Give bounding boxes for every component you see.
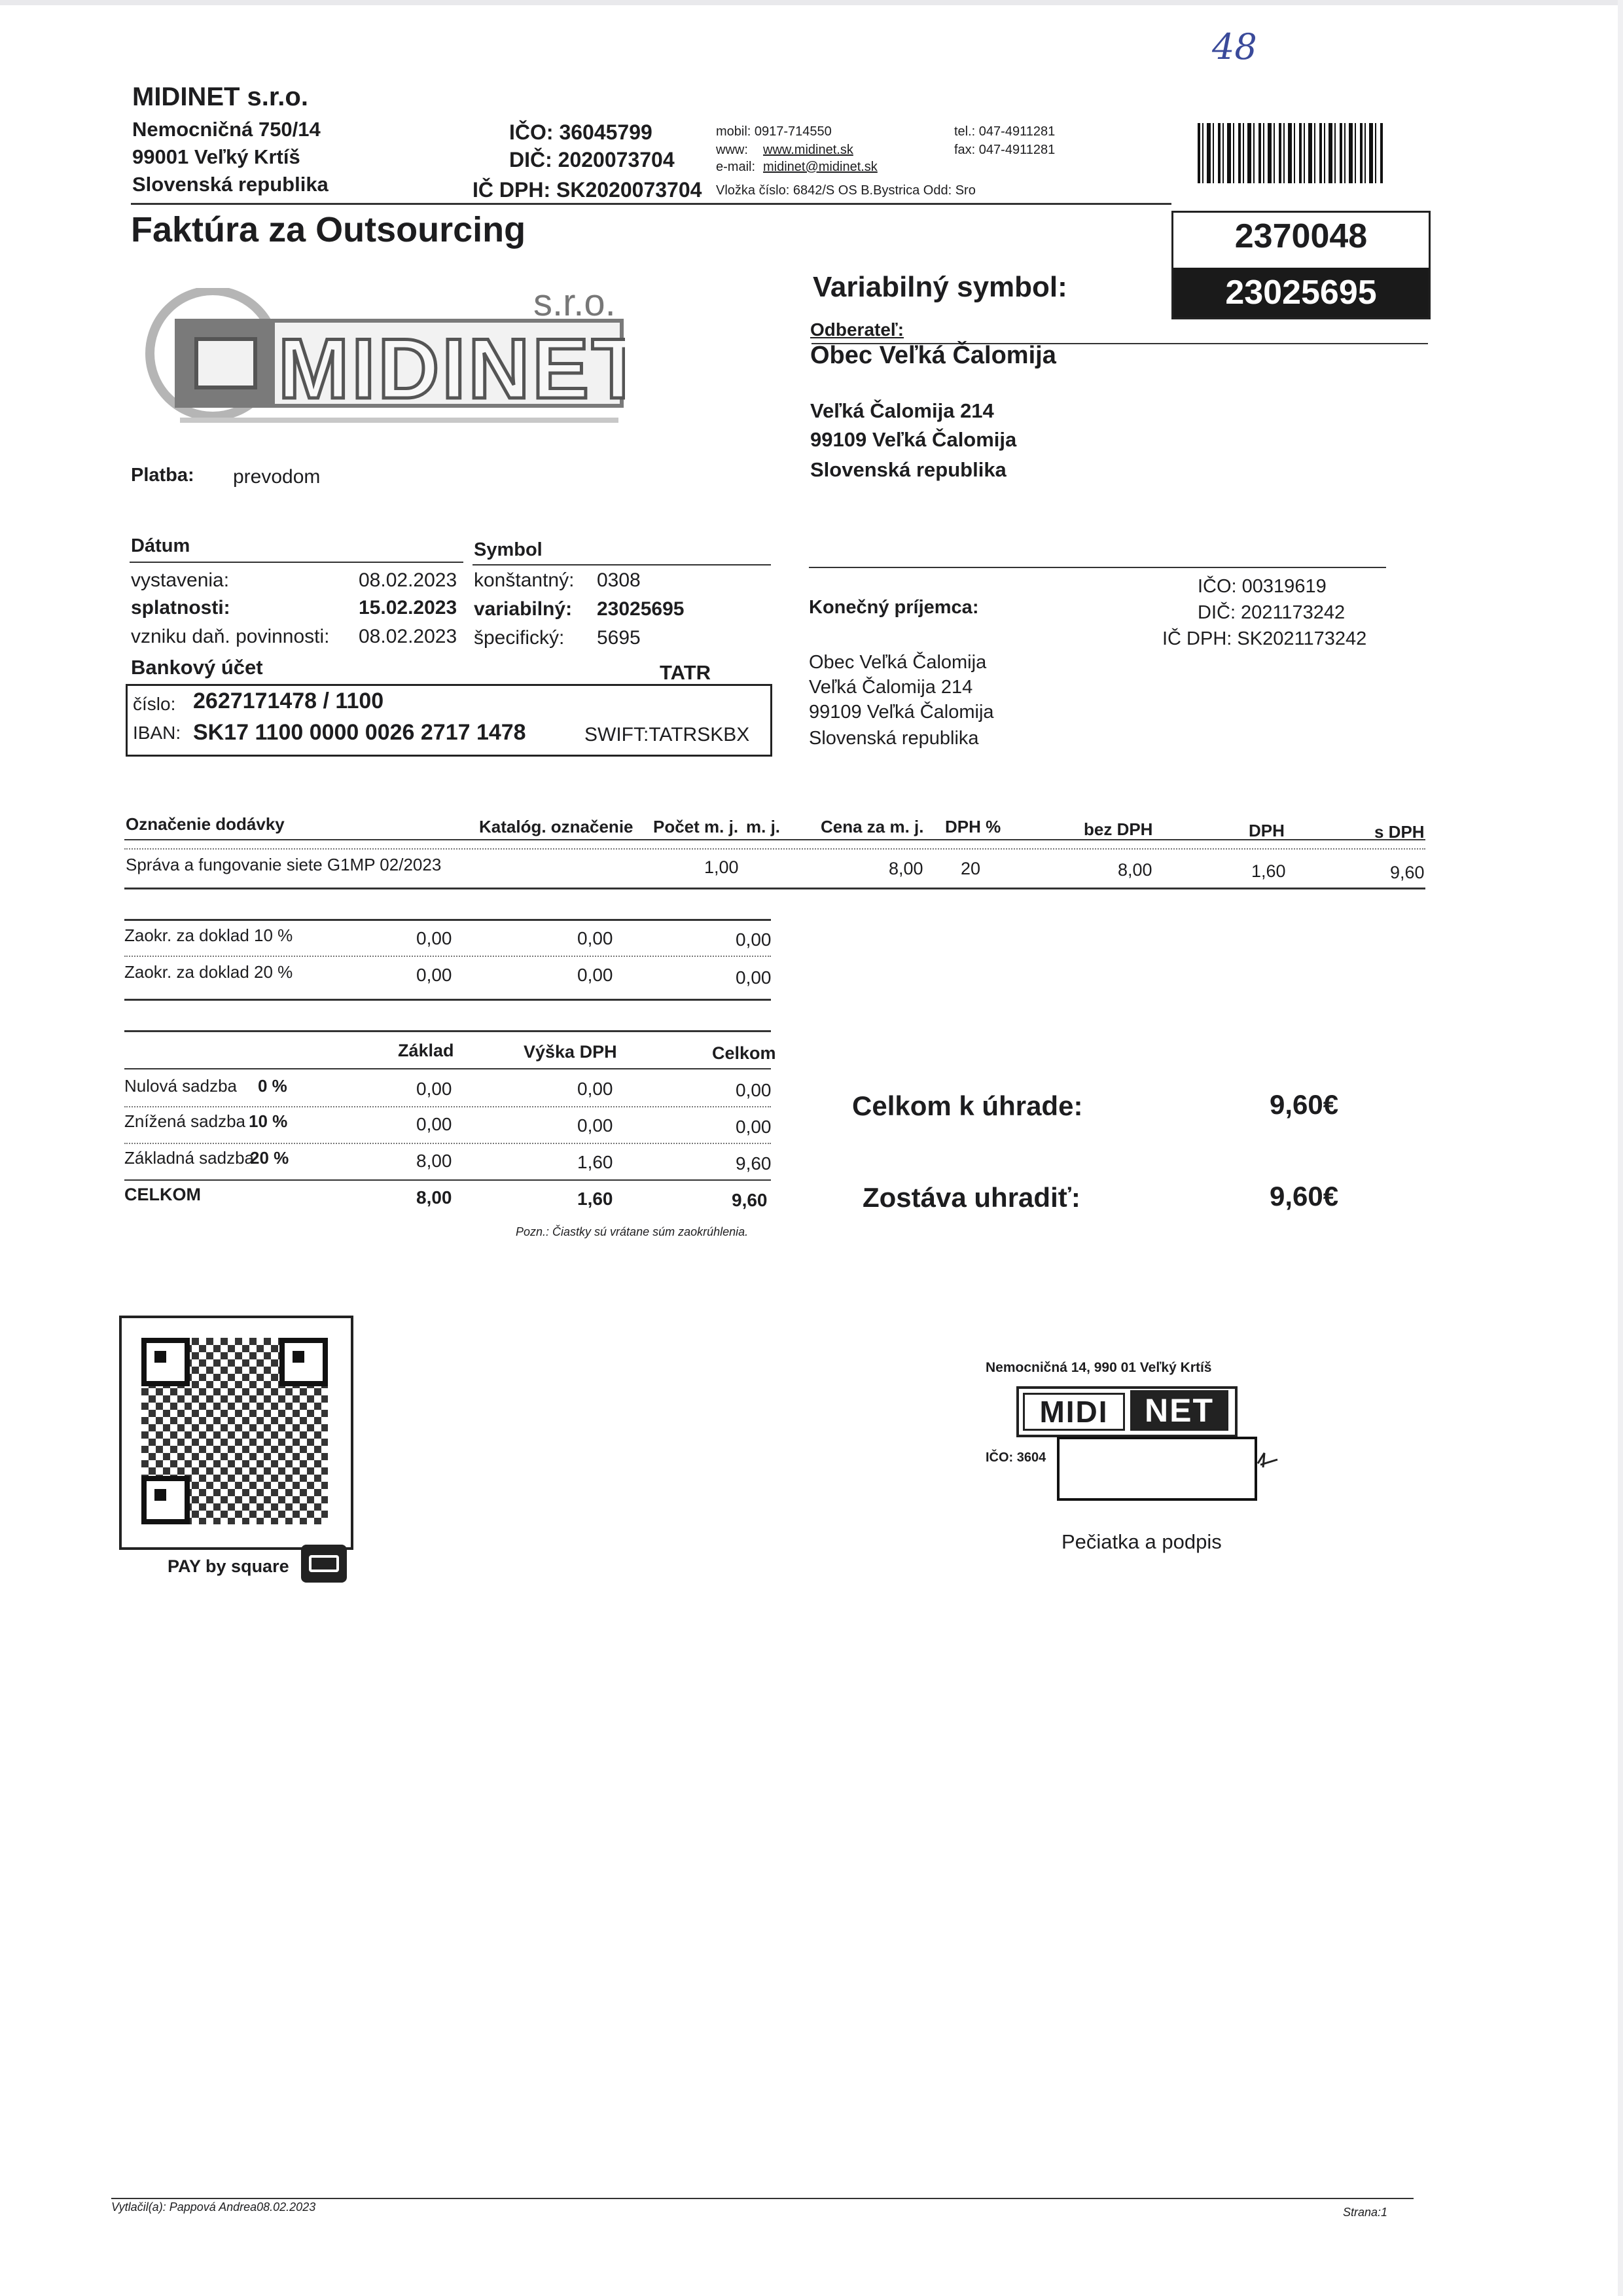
specific-symbol: 5695 [597,627,641,649]
payment-label: Platba: [131,465,194,486]
vat-summary-header-total: Celkom [712,1043,776,1063]
items-header-desc: Označenie dodávky [126,814,285,834]
invoice-number-box [1171,211,1431,319]
vat-summary-header-vat: Výška DPH [524,1042,617,1062]
invoice-number: 2370048 [1234,217,1368,255]
items-header-unit: m. j. [746,817,781,836]
vat-total-vat: 1,60 [577,1189,613,1209]
recipient-city: 99109 Veľká Čalomija [809,702,994,723]
remaining-amount: 9,60€ [1270,1181,1339,1211]
tax-date-label: vzniku daň. povinnosti: [131,626,330,647]
item-gross: 9,60 [1390,863,1425,882]
issued-label: vystavenia: [131,569,230,591]
barcode [1198,123,1385,183]
rounding-20-c: 0,00 [736,967,772,988]
items-header-net: bez DPH [1084,819,1153,839]
items-bottom-rule [124,888,1425,889]
signature-mark [1255,1433,1281,1473]
vat-row-base: 0,00 [416,1114,452,1134]
company-dic: DIČ: 2020073704 [509,148,675,171]
items-header-qty: Počet m. j. [653,817,739,836]
pay-by-square-qr-code [119,1316,353,1550]
rounding-10-c: 0,00 [736,929,772,950]
company-icdph: IČ DPH: SK2020073704 [473,178,702,202]
header-rule [131,203,1171,205]
rounding-10-b: 0,00 [577,928,613,948]
scan-top-edge [0,0,1623,5]
rounding-20-b: 0,00 [577,965,613,985]
midinet-logo [141,288,625,432]
customer-label: Odberateľ: [810,319,904,340]
vat-total-base: 8,00 [416,1187,452,1208]
pay-by-square-label: PAY by square [168,1556,289,1576]
variable-symbol-field: 23025695 [597,598,685,620]
item-description: Správa a fungovanie siete G1MP 02/2023 [126,855,442,874]
item-quantity: 1,00 [704,857,739,877]
specific-symbol-label: špecifický: [474,627,565,649]
logo-suffix: s.r.o. [533,288,616,324]
symbols-header: Symbol [474,539,543,560]
payment-method: prevodom [233,466,321,488]
recipient-country: Slovenská republika [809,728,979,749]
bank-account-box [126,684,772,757]
company-mobil: mobil: 0917-714550 [716,124,832,139]
recipient-label: Konečný príjemca: [809,597,979,618]
variable-symbol-label: Variabilný symbol: [813,271,1067,303]
vat-row-rate: 0 % [258,1076,287,1096]
company-fax: fax: 047-4911281 [954,143,1056,157]
recipient-dic: DIČ: 2021173242 [1198,602,1346,623]
variable-symbol-highlight: 23025695 [1173,268,1429,317]
company-city: 99001 Veľký Krtíš [132,145,300,168]
recipient-ico: IČO: 00319619 [1198,576,1327,597]
vat-row-base: 0,00 [416,1079,452,1099]
item-net: 8,00 [1118,860,1152,880]
bank-label: Bankový účet [131,656,263,679]
item-vat-pct: 20 [961,859,981,878]
vat-summary-header-base: Základ [398,1041,454,1060]
stamp-caption: Pečiatka a podpis [1061,1530,1222,1553]
company-ico: IČO: 36045799 [509,120,652,144]
items-header-dots [124,848,1425,850]
item-vat: 1,60 [1251,861,1286,881]
company-www-link[interactable]: www.midinet.sk [763,143,853,157]
rounding-10-a: 0,00 [416,928,452,948]
rounding-dots [124,956,771,957]
vat-row-vat: 0,00 [577,1079,613,1099]
qr-finder-top-left [141,1338,190,1386]
customer-city: 99109 Veľká Čalomija [810,428,1017,451]
items-header-vat: DPH [1249,821,1285,840]
dates-header: Dátum [131,535,190,556]
company-email-label: e-mail: [716,160,756,174]
stamp-address: Nemocničná 14, 990 01 Veľký Krtíš [986,1360,1212,1375]
logo-wordmark: MIDINET [278,321,625,416]
footer-printed-by: Vytlačil(a): Pappová Andrea08.02.2023 [111,2200,316,2214]
total-to-pay-label: Celkom k úhrade: [852,1090,1083,1121]
symbols-header-rule [473,564,771,565]
vat-row-total: 9,60 [736,1153,772,1174]
item-unit-price: 8,00 [889,859,923,878]
swift: SWIFT:TATRSKBX [584,724,750,745]
bank-code: TATR [660,661,711,684]
vat-row-total: 0,00 [736,1117,772,1137]
customer-country: Slovenská republika [810,458,1007,481]
rounding-20-a: 0,00 [416,965,452,985]
rounding-10-label: Zaokr. za doklad 10 % [124,925,293,945]
items-header-gross: s DPH [1374,822,1425,842]
account-number: 2627171478 / 1100 [193,689,384,713]
remaining-label: Zostáva uhradiť: [863,1182,1080,1213]
vat-summary-total-rule [124,1179,771,1181]
tax-date: 08.02.2023 [359,626,457,647]
variable-symbol-field-label: variabilný: [474,598,573,620]
vat-total-label: CELKOM [124,1185,201,1204]
vat-row-vat: 1,60 [577,1152,613,1172]
items-header-catalog: Katalóg. označenie [479,817,633,836]
company-tel: tel.: 047-4911281 [954,124,1056,139]
stamp-ico: IČO: 3604 [986,1450,1046,1465]
vat-row-total: 0,00 [736,1080,772,1100]
company-www-label: www: [716,143,748,157]
recipient-street: Veľká Čalomija 214 [809,677,973,698]
total-to-pay: 9,60€ [1270,1089,1339,1120]
company-name: MIDINET s.r.o. [132,82,308,111]
issued-date: 08.02.2023 [359,569,457,591]
iban-label: IBAN: [133,723,181,743]
vat-row-rate: 20 % [250,1148,289,1168]
qr-finder-bottom-left [141,1476,190,1524]
rounding-bottom-rule [124,999,771,1001]
company-street: Nemocničná 750/14 [132,118,321,141]
dates-header-rule [130,562,463,563]
company-registration: Vložka číslo: 6842/S OS B.Bystrica Odd: Sro [716,183,976,198]
vat-row-base: 8,00 [416,1151,452,1171]
customer-street: Veľká Čalomija 214 [810,399,994,422]
customer-name: Obec Veľká Čalomija [810,342,1056,369]
qr-finder-top-right [279,1338,328,1386]
company-email-link[interactable]: midinet@midinet.sk [763,160,878,174]
rounding-top-rule [124,919,771,921]
recipient-icdph: IČ DPH: SK2021173242 [1162,628,1367,649]
vat-row-vat: 0,00 [577,1115,613,1136]
vat-total: 9,60 [732,1190,768,1210]
vat-row-dots [124,1106,771,1107]
iban: SK17 1100 0000 0026 2717 1478 [193,720,526,745]
rounding-20-label: Zaokr. za doklad 20 % [124,962,293,982]
due-date: 15.02.2023 [359,597,457,619]
recipient-rule [809,567,1386,568]
items-header-vat-pct: DPH % [945,817,1001,836]
stamp-logo-right: NET [1130,1390,1228,1431]
vat-row-label: Základná sadzba [124,1148,255,1168]
items-header-unit-price: Cena za m. j. [821,817,924,836]
vat-row-rate: 10 % [249,1111,288,1131]
constant-symbol-label: konštantný: [474,569,575,591]
vat-summary-header-rule [124,1068,771,1069]
footer-rule [111,2198,1414,2199]
constant-symbol: 0308 [597,569,641,591]
handwritten-number: 48 [1212,26,1257,67]
company-country: Slovenská republika [132,173,329,196]
vat-summary-note: Pozn.: Čiastky sú vrátane súm zaokrúhlenia. [516,1225,749,1238]
items-header-rule [124,839,1425,840]
vat-row-label: Nulová sadzba [124,1076,237,1096]
account-number-label: číslo: [133,694,176,714]
vat-row-dots [124,1143,771,1144]
scan-right-edge [1618,0,1623,2296]
stamp-logo-left: MIDI [1023,1393,1125,1431]
due-label: splatnosti: [131,597,230,619]
page-title: Faktúra za Outsourcing [131,210,526,249]
redaction-box [1057,1437,1257,1501]
footer-page: Strana:1 [1343,2206,1388,2219]
pay-card-icon [301,1545,347,1583]
vat-summary-top-rule [124,1030,771,1032]
stamp-logo [1016,1386,1238,1437]
recipient-name: Obec Veľká Čalomija [809,652,987,673]
vat-row-label: Znížená sadzba [124,1111,246,1131]
